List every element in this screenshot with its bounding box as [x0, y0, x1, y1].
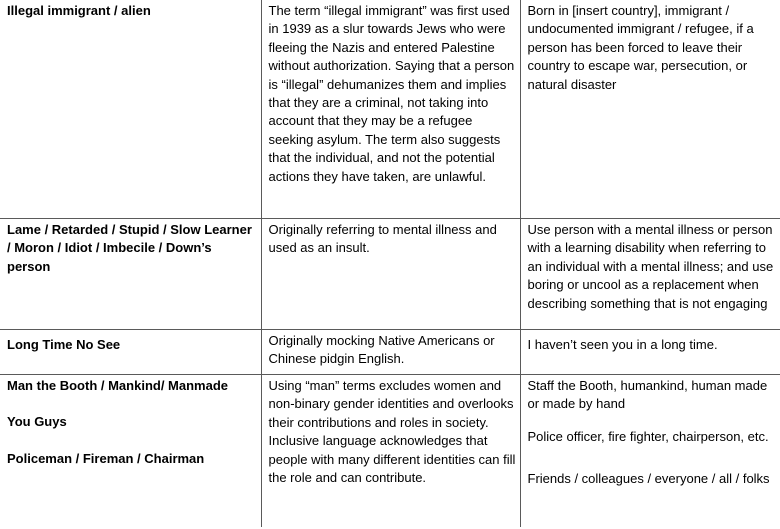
term-cell [0, 375, 261, 528]
origin-cell: Using “man” terms excludes women and non-binary gender identities and overlooks their contributions and roles in society. Inclusive language acknowledges that people with many different identities can fill the role and can contribute. [261, 375, 520, 528]
table-row [0, 0, 780, 219]
term-text: Man the Booth / Mankind/ Manmade [7, 378, 229, 393]
table-row [0, 330, 780, 375]
origin-cell: Originally mocking Native Americans or Chinese pidgin English. [261, 330, 520, 375]
table-row [0, 375, 780, 528]
alternative-text: Friends / colleagues / everyone / all / folks [527, 471, 770, 487]
alternative-text: Staff the Booth, humankind, human made or made by hand [527, 378, 768, 412]
term-text: Long Time No See [7, 337, 121, 352]
alternative-text: I haven’t seen you in a long time. [527, 337, 718, 352]
alternative-cell [520, 375, 780, 528]
term-cell: Lame / Retarded / Stupid / Slow Learner / Moron / Idiot / Imbecile / Down’s person [0, 219, 261, 330]
term-text: You Guys [7, 414, 67, 430]
origin-cell: The term “illegal immigrant” was first used in 1939 as a slur towards Jews who were fleeing the Nazis and entered Palestine without authorization. Saying that a person is “illegal” dehumanizes them and implies that they are a criminal, not taking into account that they may be a refugee seeking asylum. The term also suggests that the individual, and not the potential actions they have taken, are unlawful. [261, 0, 520, 219]
alternative-cell: Born in [insert country], immigrant / undocumented immigrant / refugee, if a person has been forced to leave their country to escape war, persecution, or natural disaster [520, 0, 780, 219]
alternative-cell [520, 330, 780, 375]
term-cell [0, 330, 261, 375]
alternative-text: Police officer, fire fighter, chairperson, etc. [527, 428, 769, 444]
table-row [0, 219, 780, 330]
alternative-cell: Use person with a mental illness or person with a learning disability when referring to an individual with a mental illness; and use boring or uncool as a replacement when describing something that is not engaging [520, 219, 780, 330]
term-text: Policeman / Fireman / Chairman [7, 450, 205, 466]
origin-cell: Originally referring to mental illness and used as an insult. [261, 219, 520, 330]
term-cell: Illegal immigrant / alien [0, 0, 261, 219]
